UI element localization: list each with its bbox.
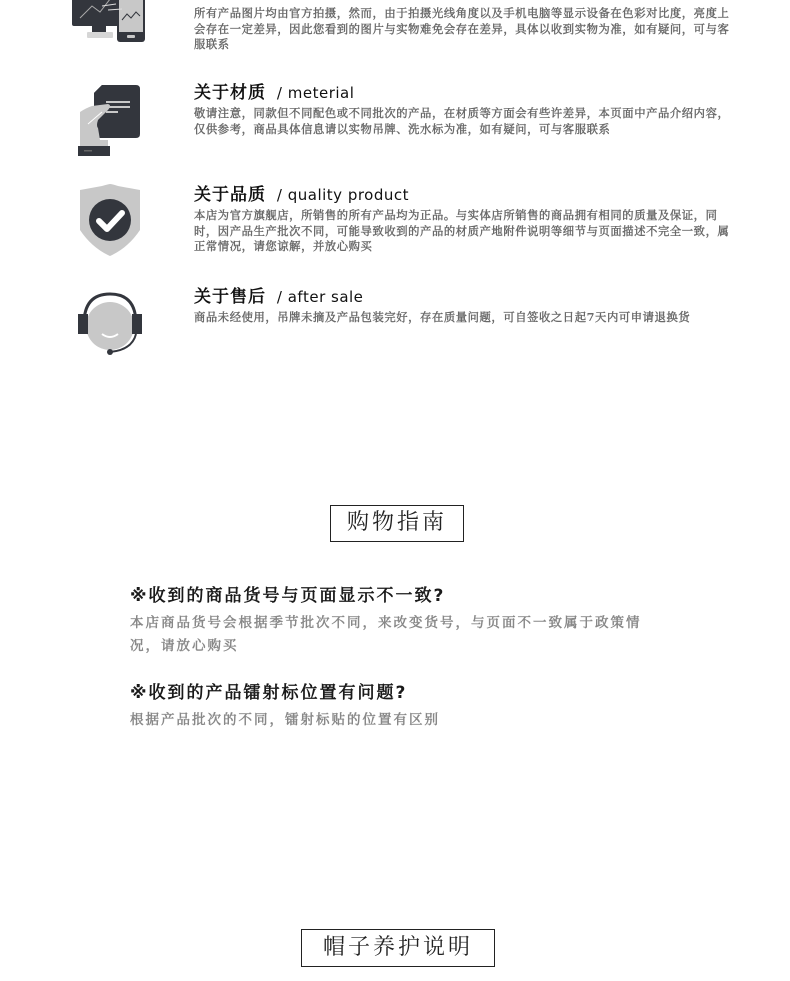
info-title-cn: 关于品质: [194, 185, 266, 205]
info-desc: 本店为官方旗舰店，所销售的所有产品均为正品。与实体店所销售的商品拥有相同的质量及保证，同时，因产品生产批次不同，可能导致收到的产品的材质产地附件说明等细节与页面描述不完全一致，属正常情况，请您谅解，并放心购买: [194, 209, 730, 253]
shield-check-icon: [72, 184, 148, 256]
shopping-guide-heading: 购物指南: [330, 505, 464, 542]
info-title-en: / meterial: [276, 84, 355, 102]
headset-support-icon: [72, 288, 148, 358]
faq-item: [130, 681, 690, 732]
hat-care-heading: 帽子养护说明: [301, 929, 495, 967]
info-title: [194, 82, 734, 104]
info-title-cn: 关于售后: [194, 287, 266, 307]
info-title-en: / after sale: [276, 288, 364, 306]
faq-item: [130, 584, 690, 658]
info-title-cn: 关于材质: [194, 83, 266, 103]
faq-answer: 根据产品批次的不同，镭射标贴的位置有区别: [130, 712, 440, 728]
monitor-phone-icon: [72, 0, 148, 44]
info-desc: 敬请注意，同款但不同配色或不同批次的产品，在材质等方面会有些许差异，本页面中产品介绍内容，仅供参考，商品具体信息请以实物吊牌、洗水标为准，如有疑问，可与客服联系: [194, 107, 730, 136]
info-title: [194, 184, 734, 206]
faq-answer: 本店商品货号会根据季节批次不同，来改变货号，与页面不一致属于政策情况，请放心购买: [130, 615, 642, 654]
info-title-en: / quality product: [276, 186, 410, 204]
faq-question: ※收到的商品货号与页面显示不一致?: [130, 586, 446, 606]
hand-document-icon: [72, 82, 148, 158]
info-desc: 商品未经使用，吊牌未摘及产品包装完好，存在质量问题，可自签收之日起7天内可申请退换货: [194, 310, 691, 324]
info-desc: 所有产品图片均由官方拍摄，然而，由于拍摄光线角度以及手机电脑等显示设备在色彩对比度，亮度上会存在一定差异，因此您看到的图片与实物难免会存在差异，具体以收到实物为准，如有疑问，可与客服联系: [194, 7, 730, 51]
faq-question: ※收到的产品镭射标位置有问题?: [130, 683, 408, 703]
info-title: [194, 286, 734, 308]
